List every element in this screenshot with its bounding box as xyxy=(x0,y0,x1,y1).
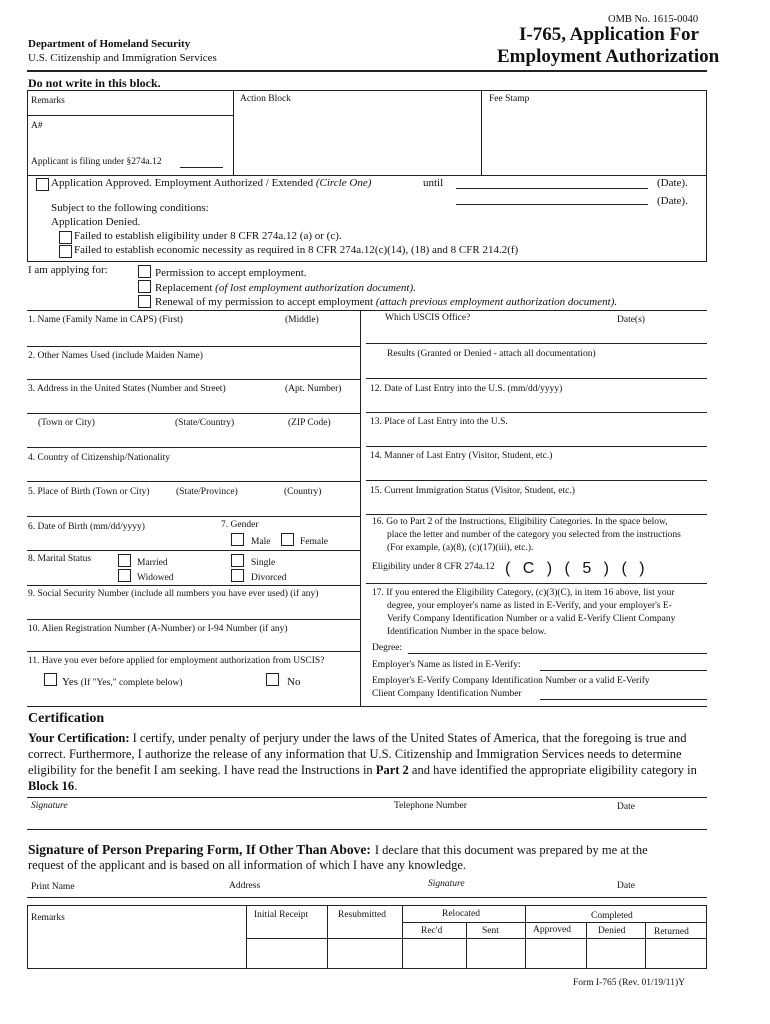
filing-under-line[interactable] xyxy=(180,167,223,168)
recd-label: Rec'd xyxy=(421,926,443,936)
q15-status-label: 15. Current Immigration Status (Visitor, Student, etc.) xyxy=(370,486,575,496)
certification-line-2: correct. Furthermore, I authorize the release of any information that U.S. Citizenship and Immigration Services needs to determine xyxy=(28,747,682,761)
initial-receipt-label: Initial Receipt xyxy=(254,910,309,920)
denied-label: Denied xyxy=(598,926,626,936)
q16-line-1: 16. Go to Part 2 of the Instructions, Eligibility Categories. In the space below, xyxy=(372,517,668,527)
results-label: Results (Granted or Denied - attach all documentation) xyxy=(387,349,596,359)
q17-line-1: 17. If you entered the Eligibility Category, (c)(3)(C), in item 16 above, list your xyxy=(372,588,675,598)
approved-label: Approved xyxy=(533,925,571,935)
q17-line-3: Verify Company Identification Number or a valid E-Verify Client Company xyxy=(387,614,676,624)
q9-ssn-label: 9. Social Security Number (include all numbers you have ever used) (if any) xyxy=(28,589,319,599)
failed-economic-checkbox[interactable] xyxy=(59,245,72,258)
no-label: No xyxy=(287,676,301,688)
q1-name-field[interactable] xyxy=(27,346,360,347)
fee-stamp-label: Fee Stamp xyxy=(489,94,530,104)
q5-state-label: (State/Province) xyxy=(176,487,238,497)
q11-prior-application-label: 11. Have you ever before applied for employment authorization from USCIS? xyxy=(28,656,325,666)
q1-middle-label: (Middle) xyxy=(285,315,319,325)
yes-label: Yes (If "Yes," complete below) xyxy=(62,676,183,688)
preparer-line-2: request of the applicant and is based on all information of which I have any knowledge. xyxy=(28,858,467,872)
permission-checkbox[interactable] xyxy=(138,265,151,278)
q2-other-names-field[interactable] xyxy=(27,379,360,380)
q9-ssn-field[interactable] xyxy=(27,619,360,620)
divider xyxy=(481,90,482,176)
signature-field[interactable] xyxy=(27,797,707,798)
returned-label: Returned xyxy=(654,927,689,937)
divider xyxy=(327,905,328,969)
header-rule xyxy=(27,70,707,72)
q12-entry-date-label: 12. Date of Last Entry into the U.S. (mm/dd/yyyy) xyxy=(370,384,563,394)
until-date-line[interactable] xyxy=(456,188,648,189)
q3-address-field[interactable] xyxy=(27,413,360,414)
remarks-label: Remarks xyxy=(31,96,65,106)
divider xyxy=(27,115,233,116)
certification-line-4: Block 16. xyxy=(28,779,78,793)
certification-line-1: Your Certification: I certify, under penalty of perjury under the laws of the United States of America, that the foregoing is true and xyxy=(28,731,687,745)
q5-country-label: (Country) xyxy=(284,487,322,497)
employer-name-field[interactable] xyxy=(540,670,707,671)
q13-entry-place-field[interactable] xyxy=(366,446,707,447)
zip-label: (ZIP Code) xyxy=(288,418,331,428)
widowed-checkbox[interactable] xyxy=(118,569,131,582)
q6-dob-label: 6. Date of Birth (mm/dd/yyyy) xyxy=(28,522,145,532)
divider xyxy=(586,922,587,969)
q5-birthplace-label: 5. Place of Birth (Town or City) xyxy=(28,487,150,497)
do-not-write-label: Do not write in this block. xyxy=(28,76,161,90)
failed-eligibility-text: Failed to establish eligibility under 8 CFR 274a.12 (a) or (c). xyxy=(74,230,342,242)
renewal-text: Renewal of my permission to accept employment (attach previous employment authorization document). xyxy=(155,296,618,308)
certification-rule xyxy=(27,706,707,707)
uscis-office-field[interactable] xyxy=(366,343,707,344)
date-label-1: (Date). xyxy=(657,177,688,189)
until-label: until xyxy=(423,177,444,189)
degree-label: Degree: xyxy=(372,643,403,653)
print-name-label: Print Name xyxy=(31,882,75,892)
q3-address-label: 3. Address in the United States (Number and Street) xyxy=(28,384,226,394)
bottom-remarks-label: Remarks xyxy=(31,913,65,923)
divider xyxy=(402,905,403,969)
q17-line-4: Identification Number in the space below. xyxy=(387,627,547,637)
employer-id-line-2: Client Company Identification Number xyxy=(372,689,522,699)
dates-label: Date(s) xyxy=(617,315,645,325)
q16-line-2: place the letter and number of the category you selected from the instructions xyxy=(387,530,681,540)
state-country-label: (State/Country) xyxy=(175,418,235,428)
permission-text: Permission to accept employment. xyxy=(155,267,307,279)
divider xyxy=(246,905,247,969)
approved-text: Application Approved. Employment Authorized / Extended (Circle One) xyxy=(51,177,372,189)
eligibility-label: Eligibility under 8 CFR 274a.12 xyxy=(372,562,495,572)
no-checkbox[interactable] xyxy=(266,673,279,686)
q10-alien-number-field[interactable] xyxy=(27,651,360,652)
preparer-date-label: Date xyxy=(617,881,635,891)
preparer-signature-label: Signature xyxy=(428,879,465,889)
employer-name-label: Employer's Name as listed in E-Verify: xyxy=(372,660,521,670)
certification-heading: Certification xyxy=(28,711,105,726)
divider xyxy=(645,922,646,969)
telephone-label: Telephone Number xyxy=(394,801,467,811)
replacement-text: Replacement (of lost employment authorization document). xyxy=(155,282,416,294)
subject-to-label: Subject to the following conditions: xyxy=(51,202,209,214)
results-field[interactable] xyxy=(366,378,707,379)
q5-birthplace-field[interactable] xyxy=(27,516,360,517)
q12-entry-date-field[interactable] xyxy=(366,412,707,413)
until-date-line-2[interactable] xyxy=(456,204,648,205)
failed-economic-text: Failed to establish economic necessity as required in 8 CFR 274a.12(c)(14), (18) and 8 CFR 214.2(f) xyxy=(74,244,519,256)
divider xyxy=(246,938,707,939)
resubmitted-label: Resubmitted xyxy=(338,910,387,920)
town-label: (Town or City) xyxy=(38,418,95,428)
relocated-label: Relocated xyxy=(442,909,480,919)
q16-rule xyxy=(366,583,707,584)
preparer-rule xyxy=(27,829,707,830)
applying-for-label: I am applying for: xyxy=(28,264,108,276)
female-checkbox[interactable] xyxy=(281,533,294,546)
signature-label: Signature xyxy=(31,801,68,811)
renewal-checkbox[interactable] xyxy=(138,295,151,308)
column-divider xyxy=(360,310,361,706)
form-title: I-765, Application For xyxy=(519,24,699,45)
q17-line-2: degree, your employer's name as listed in E-Verify, and your employer's E- xyxy=(387,601,672,611)
uscis-office-label: Which USCIS Office? xyxy=(385,313,471,323)
q14-entry-manner-label: 14. Manner of Last Entry (Visitor, Student, etc.) xyxy=(370,451,553,461)
failed-eligibility-checkbox[interactable] xyxy=(59,231,72,244)
divorced-label: Divorced xyxy=(251,573,287,583)
sent-label: Sent xyxy=(482,926,499,936)
divider xyxy=(233,90,234,176)
divider xyxy=(525,922,707,923)
filing-under-label: Applicant is filing under §274a.12 xyxy=(31,157,162,167)
female-label: Female xyxy=(300,537,328,547)
employer-id-field[interactable] xyxy=(540,699,707,700)
form-subtitle: Employment Authorization xyxy=(497,46,720,67)
yes-checkbox[interactable] xyxy=(44,673,57,686)
preparer-field-rule[interactable] xyxy=(27,897,707,898)
q3-apt-label: (Apt. Number) xyxy=(285,384,342,394)
department-name: Department of Homeland Security xyxy=(28,38,191,50)
q1-name-label: 1. Name (Family Name in CAPS) (First) xyxy=(28,315,183,325)
divider xyxy=(525,905,526,969)
a-number-label: A# xyxy=(31,121,43,131)
employer-id-line-1: Employer's E-Verify Company Identification Number or a valid E-Verify xyxy=(372,676,650,686)
q6-q7-rule xyxy=(27,550,360,551)
q7-gender-label: 7. Gender xyxy=(221,520,259,530)
address-label: Address xyxy=(229,881,261,891)
q16-line-3: (For example, (a)(8), (c)(17)(iii), etc.). xyxy=(387,543,534,553)
q15-status-field[interactable] xyxy=(366,514,707,515)
date-label-2: (Date). xyxy=(657,195,688,207)
omb-number: OMB No. 1615-0040 xyxy=(608,14,699,25)
action-block-label: Action Block xyxy=(240,94,291,104)
q8-rule xyxy=(27,585,360,586)
widowed-label: Widowed xyxy=(137,573,174,583)
completed-label: Completed xyxy=(591,911,633,921)
q4-citizenship-label: 4. Country of Citizenship/Nationality xyxy=(28,453,170,463)
male-label: Male xyxy=(251,537,271,547)
divider xyxy=(466,922,467,969)
certification-line-3: eligibility for the benefit I am seeking. I have read the Instructions in Part 2 and have identified the appropriate eligibility category in xyxy=(28,763,697,777)
agency-name: U.S. Citizenship and Immigration Services xyxy=(28,52,217,64)
q2-other-names-label: 2. Other Names Used (include Maiden Name) xyxy=(28,351,203,361)
single-checkbox[interactable] xyxy=(231,554,244,567)
divider xyxy=(402,922,525,923)
q13-entry-place-label: 13. Place of Last Entry into the U.S. xyxy=(370,417,508,427)
degree-field[interactable] xyxy=(408,653,707,654)
married-checkbox[interactable] xyxy=(118,554,131,567)
replacement-checkbox[interactable] xyxy=(138,280,151,293)
section-rule xyxy=(27,310,707,311)
married-label: Married xyxy=(137,558,168,568)
q3-city-field[interactable] xyxy=(27,447,360,448)
eligibility-code[interactable]: ( C ) ( 5 ) ( ) xyxy=(505,560,645,577)
male-checkbox[interactable] xyxy=(231,533,244,546)
denied-label: Application Denied. xyxy=(51,216,141,228)
q8-marital-label: 8. Marital Status xyxy=(28,554,92,564)
preparer-line-1: Signature of Person Preparing Form, If Other Than Above: I declare that this document was prepared by me at the xyxy=(28,842,648,857)
single-label: Single xyxy=(251,558,276,568)
divorced-checkbox[interactable] xyxy=(231,569,244,582)
q14-entry-manner-field[interactable] xyxy=(366,480,707,481)
approved-checkbox[interactable] xyxy=(36,178,49,191)
q4-citizenship-field[interactable] xyxy=(27,481,360,482)
date-label: Date xyxy=(617,802,635,812)
q10-alien-number-label: 10. Alien Registration Number (A-Number) or I-94 Number (if any) xyxy=(28,624,288,634)
form-number: Form I-765 (Rev. 01/19/11)Y xyxy=(573,978,685,988)
